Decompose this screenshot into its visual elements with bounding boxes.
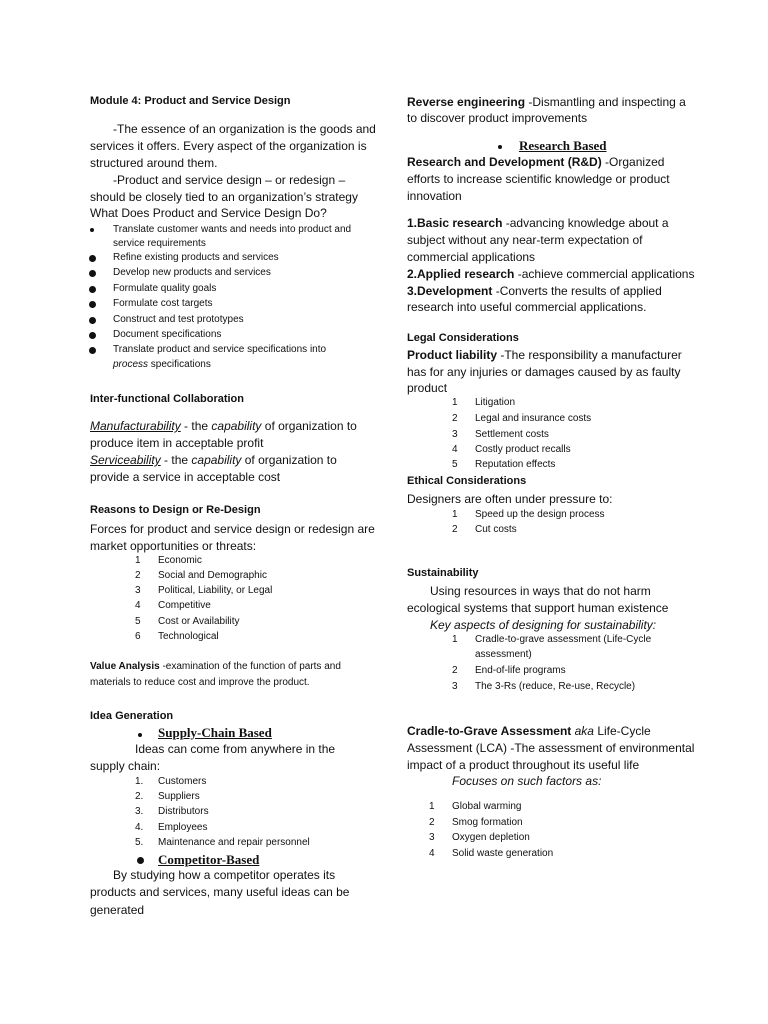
list-item: Cut costs bbox=[475, 524, 517, 535]
intro-line: services it offers. Every aspect of the organization is bbox=[90, 139, 367, 153]
process-rest: specifications bbox=[148, 359, 211, 370]
list-number: 4. bbox=[135, 822, 144, 833]
list-number: 1 bbox=[429, 801, 435, 812]
list-item: Smog formation bbox=[452, 817, 523, 828]
list-item: Suppliers bbox=[158, 791, 200, 802]
list-item: Political, Liability, or Legal bbox=[158, 585, 273, 596]
text: -advancing knowledge about a bbox=[502, 216, 669, 230]
text-line: produce item in acceptable profit bbox=[90, 436, 264, 450]
list-number: 2 bbox=[135, 570, 141, 581]
bullet-icon bbox=[89, 332, 96, 339]
list-item: Employees bbox=[158, 822, 208, 833]
subsection-heading: Supply-Chain Based bbox=[158, 725, 272, 740]
list-item: Maintenance and repair personnel bbox=[158, 837, 310, 848]
text: -achieve commercial applications bbox=[514, 267, 695, 281]
text-line: Assessment (LCA) -The assessment of environmental bbox=[407, 741, 695, 755]
list-item: Global warming bbox=[452, 801, 522, 812]
list-item: Speed up the design process bbox=[475, 509, 605, 520]
list-number: 2 bbox=[452, 413, 458, 424]
applied-line bbox=[407, 267, 694, 281]
list-item: Distributors bbox=[158, 806, 209, 817]
text: -The responsibility a manufacturer bbox=[497, 348, 682, 362]
list-number: 3 bbox=[452, 429, 458, 440]
term: 1.Basic research bbox=[407, 216, 503, 230]
list-number: 2 bbox=[452, 665, 458, 676]
list-item: End-of-life programs bbox=[475, 665, 566, 676]
list-number: 1 bbox=[452, 397, 458, 408]
list-number: 5. bbox=[135, 837, 144, 848]
text-line: Focuses on such factors as: bbox=[452, 774, 602, 788]
dev-line bbox=[407, 284, 662, 298]
list-number: 3. bbox=[135, 806, 144, 817]
term: capability bbox=[211, 419, 262, 433]
intro-line: -Product and service design – or redesign – bbox=[113, 173, 346, 187]
bullet-icon bbox=[89, 301, 96, 308]
text-line: has for any injuries or damages caused by as faulty bbox=[407, 365, 681, 379]
text: -Organized bbox=[601, 155, 665, 169]
list-number: 5 bbox=[452, 459, 458, 470]
bullet-icon bbox=[138, 733, 142, 737]
bullet-icon bbox=[137, 857, 144, 864]
list-item: Translate customer wants and needs into product and bbox=[113, 224, 352, 235]
list-number: 6 bbox=[135, 631, 141, 642]
text: - the bbox=[160, 453, 192, 467]
text-line: efforts to increase scientific knowledge or product bbox=[407, 172, 670, 186]
serviceability-line bbox=[90, 453, 337, 467]
list-item: Legal and insurance costs bbox=[475, 413, 592, 424]
list-number: 4 bbox=[452, 444, 458, 455]
term: Research and Development (R&D) bbox=[407, 155, 602, 169]
basic-line bbox=[407, 216, 669, 230]
reverse-line bbox=[407, 95, 686, 109]
text-line: generated bbox=[90, 903, 145, 917]
text-line: innovation bbox=[407, 189, 462, 203]
list-number: 4 bbox=[429, 848, 435, 859]
intro-line: should be closely tied to an organization’s strategy bbox=[90, 190, 358, 204]
text-line: Designers are often under pressure to: bbox=[407, 492, 613, 506]
term: aka bbox=[571, 724, 594, 738]
bullet-icon bbox=[89, 286, 96, 293]
list-item: Document specifications bbox=[113, 329, 222, 340]
list-item: Costly product recalls bbox=[475, 444, 571, 455]
section-heading: Idea Generation bbox=[90, 710, 174, 722]
text-line: provide a service in acceptable cost bbox=[90, 470, 281, 484]
term: Reverse engineering bbox=[407, 95, 526, 109]
list-item: Cost or Availability bbox=[158, 616, 240, 627]
text: -Converts the results of applied bbox=[492, 284, 662, 298]
bullet-icon bbox=[89, 347, 96, 354]
list-item: Reputation effects bbox=[475, 459, 556, 470]
list-item: Customers bbox=[158, 776, 207, 787]
section-heading: Reasons to Design or Re-Design bbox=[90, 504, 261, 516]
text-line: Key aspects of designing for sustainability: bbox=[430, 618, 657, 632]
process-word: process bbox=[113, 359, 149, 370]
term: Product liability bbox=[407, 348, 498, 362]
bullet-icon bbox=[89, 317, 96, 324]
intro-line: -The essence of an organization is the goods and bbox=[113, 122, 376, 136]
list-item: Settlement costs bbox=[475, 429, 549, 440]
value-analysis-line bbox=[90, 661, 341, 672]
list-number: 3 bbox=[135, 585, 141, 596]
text-line: subject without any near-term expectation of bbox=[407, 233, 643, 247]
list-item: Oxygen depletion bbox=[452, 832, 530, 843]
text-line: Forces for product and service design or redesign are bbox=[90, 522, 375, 536]
section-heading: Legal Considerations bbox=[407, 332, 519, 344]
list-number: 1. bbox=[135, 776, 144, 787]
text-line: Using resources in ways that do not harm bbox=[430, 584, 651, 598]
text-line: market opportunities or threats: bbox=[90, 539, 257, 553]
list-number: 3 bbox=[452, 681, 458, 692]
text-line: ecological systems that support human existence bbox=[407, 601, 669, 615]
text-line: to discover product improvements bbox=[407, 111, 588, 125]
list-item: Technological bbox=[158, 631, 219, 642]
list-item bbox=[113, 359, 211, 370]
term: capability bbox=[191, 453, 242, 467]
term: Value Analysis bbox=[90, 661, 160, 672]
list-number: 2 bbox=[429, 817, 435, 828]
section-heading: Inter-functional Collaboration bbox=[90, 393, 244, 405]
manufacturability-line bbox=[90, 419, 357, 433]
text: of organization to bbox=[241, 453, 337, 467]
list-item: Cradle-to-grave assessment (Life-Cycle bbox=[475, 634, 652, 645]
list-item: service requirements bbox=[113, 238, 206, 249]
list-item: assessment) bbox=[475, 649, 532, 660]
text-line: product bbox=[407, 381, 448, 395]
text-line: commercial applications bbox=[407, 250, 536, 264]
rd-line bbox=[407, 155, 664, 169]
text-line: products and services, many useful ideas can be bbox=[90, 885, 350, 899]
term: Manufacturability bbox=[90, 419, 181, 433]
list-item: Litigation bbox=[475, 397, 516, 408]
bullet-icon bbox=[90, 228, 94, 232]
list-number: 4 bbox=[135, 600, 141, 611]
text-line: supply chain: bbox=[90, 759, 161, 773]
list-item: Solid waste generation bbox=[452, 848, 554, 859]
text: -Dismantling and inspecting a bbox=[525, 95, 686, 109]
list-number: 1 bbox=[452, 634, 458, 645]
term: 3.Development bbox=[407, 284, 493, 298]
page-title: Module 4: Product and Service Design bbox=[90, 95, 291, 107]
term: 2.Applied research bbox=[407, 267, 515, 281]
list-item: Translate product and service specifications into bbox=[113, 344, 327, 355]
bullet-icon bbox=[89, 270, 96, 277]
list-number: 5 bbox=[135, 616, 141, 627]
section-heading: Ethical Considerations bbox=[407, 475, 527, 487]
list-number: 1 bbox=[135, 555, 141, 566]
list-item: Formulate quality goals bbox=[113, 283, 217, 294]
bullet-icon bbox=[498, 145, 502, 149]
subsection-heading: Research Based bbox=[519, 138, 607, 153]
list-item: Construct and test prototypes bbox=[113, 314, 244, 325]
subsection-heading: Competitor-Based bbox=[158, 852, 260, 867]
list-item: Economic bbox=[158, 555, 202, 566]
list-item: Social and Demographic bbox=[158, 570, 267, 581]
section-heading: Sustainability bbox=[407, 567, 479, 579]
text: -examination of the function of parts and bbox=[159, 661, 341, 672]
list-item: Develop new products and services bbox=[113, 267, 271, 278]
list-item: Formulate cost targets bbox=[113, 298, 213, 309]
intro-line: structured around them. bbox=[90, 156, 218, 170]
text-line: By studying how a competitor operates its bbox=[113, 868, 336, 882]
list-item: The 3-Rs (reduce, Re-use, Recycle) bbox=[475, 681, 636, 692]
list-number: 2 bbox=[452, 524, 458, 535]
list-item: Refine existing products and services bbox=[113, 252, 279, 263]
text-line: research into useful commercial applications. bbox=[407, 300, 647, 314]
text: Life-Cycle bbox=[593, 724, 651, 738]
list-number: 2. bbox=[135, 791, 144, 802]
lca-line bbox=[407, 724, 651, 738]
text-line: impact of a product throughout its useful life bbox=[407, 758, 640, 772]
term: Cradle-to-Grave Assessment bbox=[407, 724, 572, 738]
text: of organization to bbox=[261, 419, 357, 433]
text-line: materials to reduce cost and improve the product. bbox=[90, 677, 310, 688]
liability-line bbox=[407, 348, 682, 362]
term: Serviceability bbox=[90, 453, 161, 467]
list-number: 3 bbox=[429, 832, 435, 843]
bullet-icon bbox=[89, 255, 96, 262]
list-number: 1 bbox=[452, 509, 458, 520]
intro-line: What Does Product and Service Design Do? bbox=[90, 206, 327, 220]
list-item: Competitive bbox=[158, 600, 211, 611]
text: - the bbox=[180, 419, 212, 433]
text-line: Ideas can come from anywhere in the bbox=[135, 742, 336, 756]
